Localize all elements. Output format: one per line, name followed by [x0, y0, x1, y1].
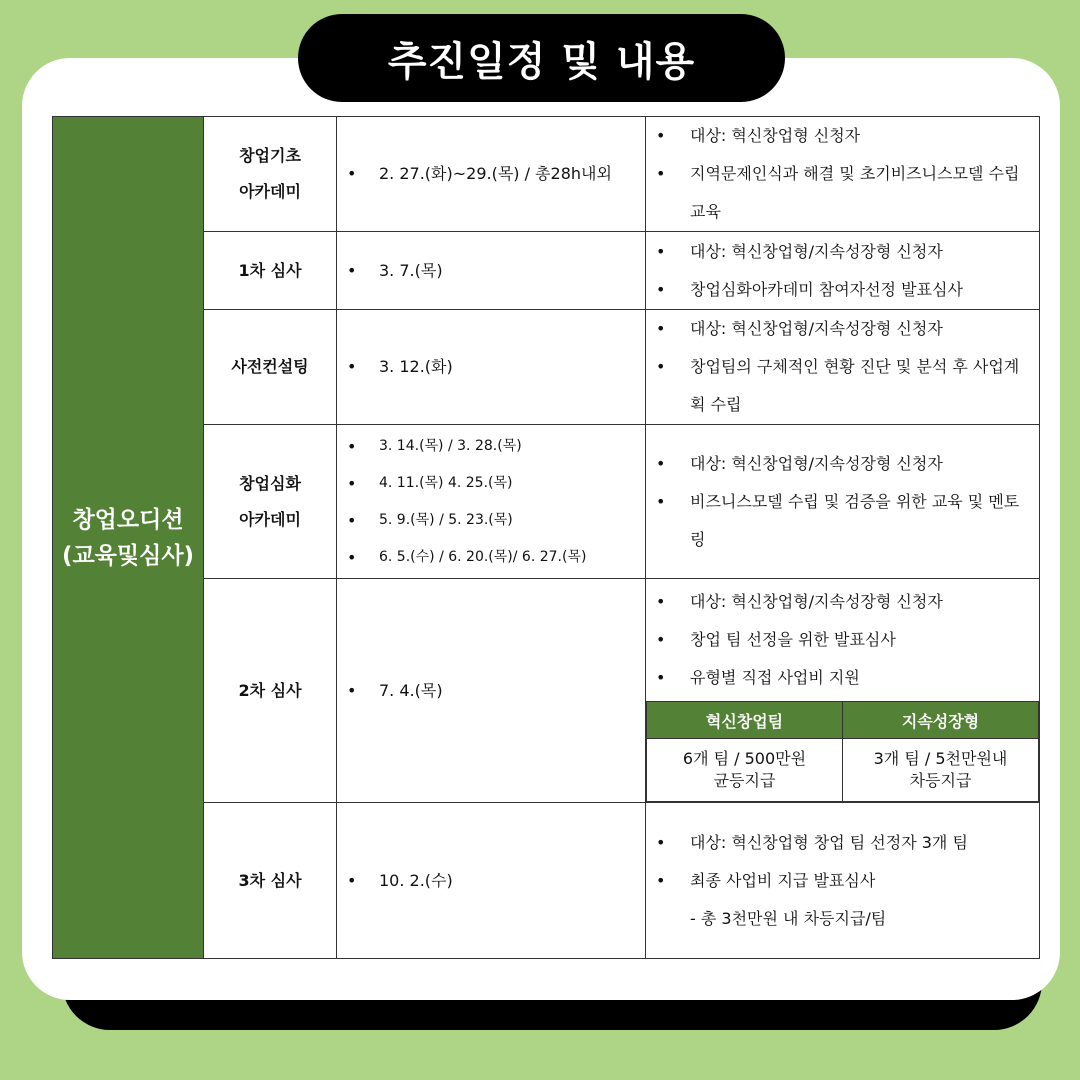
content-item: • 창업팀의 구체적인 현황 진단 및 분석 후 사업계획 수립 [652, 348, 1033, 424]
stage-cell [204, 310, 337, 425]
content-item: • 창업심화아카데미 참여자선정 발표심사 [652, 271, 1033, 309]
schedule-item: • 5. 9.(목) / 5. 23.(목) [343, 502, 639, 539]
awards-value: 균등지급 [713, 771, 776, 790]
schedule-item: • 4. 11.(목) 4. 25.(목) [343, 465, 639, 502]
category-sublabel: (교육및심사) [61, 542, 195, 569]
content-item: • 지역문제인식과 해결 및 초기비즈니스모델 수립 교육 [652, 155, 1033, 231]
stage-label: 아카데미 [239, 509, 301, 529]
content-item: • 최종 사업비 지급 발표심사 [652, 862, 1033, 900]
content-item: • 비즈니스모델 수립 및 검증을 위한 교육 및 멘토링 [652, 483, 1033, 559]
schedule-table [52, 116, 1040, 959]
category-label: 창업오디션 [72, 506, 184, 533]
content-item: • 유형별 직접 사업비 지원 [652, 659, 1039, 697]
awards-value: 6개 팀 / 500만원 [682, 749, 807, 768]
content-item: • 대상: 혁신창업형/지속성장형 신청자 [652, 583, 1039, 621]
schedule-item: • 3. 7.(목) [343, 252, 639, 290]
schedule-item: • 6. 5.(수) / 6. 20.(목)/ 6. 27.(목) [343, 539, 639, 576]
content-item: • 대상: 혁신창업형 창업 팀 선정자 3개 팀 [652, 824, 1033, 862]
schedule-cell [337, 117, 646, 232]
schedule-cell [337, 310, 646, 425]
awards-header: 지속성장형 [843, 702, 1039, 739]
awards-value: 차등지급 [909, 771, 972, 790]
stage-label: 사전컨설팅 [231, 357, 309, 376]
category-cell [53, 117, 204, 959]
schedule-item: • 3. 12.(화) [343, 348, 639, 386]
schedule-item: • 7. 4.(목) [343, 672, 639, 710]
content-cell [646, 117, 1040, 232]
content-cell [646, 310, 1040, 425]
content-item: • 대상: 혁신창업형/지속성장형 신청자 [652, 233, 1033, 271]
content-item: • 대상: 혁신창업형/지속성장형 신청자 [652, 445, 1033, 483]
content-cell [646, 803, 1040, 959]
content-item: • 대상: 혁신창업형/지속성장형 신청자 [652, 310, 1033, 348]
schedule-cell [337, 232, 646, 310]
awards-table [646, 701, 1039, 802]
stage-label: 창업기초 [239, 146, 301, 165]
stage-cell [204, 425, 337, 579]
stage-label: 1차 심사 [238, 260, 302, 280]
schedule-cell [337, 579, 646, 803]
stage-label: 2차 심사 [238, 680, 302, 700]
stage-label: 아카데미 [239, 182, 301, 201]
stage-cell [204, 232, 337, 310]
stage-label: 3차 심사 [238, 870, 302, 890]
content-item: • 대상: 혁신창업형 신청자 [652, 117, 1033, 155]
stage-cell [204, 117, 337, 232]
schedule-cell [337, 803, 646, 959]
awards-cell [843, 739, 1039, 802]
content-item: • 창업 팀 선정을 위한 발표심사 [652, 621, 1039, 659]
table-row [53, 117, 1040, 232]
content-cell [646, 425, 1040, 579]
content-cell [646, 232, 1040, 310]
page-title: 추진일정 및 내용 [298, 14, 785, 102]
stage-cell [204, 803, 337, 959]
awards-header: 혁신창업팀 [647, 702, 843, 739]
content-note: - 총 3천만원 내 차등지급/팀 [690, 908, 887, 928]
schedule-item: • 2. 27.(화)~29.(목) / 총28h내외 [343, 155, 639, 193]
awards-value: 3개 팀 / 5천만원내 [873, 749, 1008, 768]
schedule-cell [337, 425, 646, 579]
schedule-item: • 3. 14.(목) / 3. 28.(목) [343, 428, 639, 465]
content-cell [646, 579, 1040, 803]
stage-cell [204, 579, 337, 803]
stage-label: 창업심화 [239, 473, 301, 493]
schedule-item: • 10. 2.(수) [343, 862, 639, 900]
awards-cell [647, 739, 843, 802]
